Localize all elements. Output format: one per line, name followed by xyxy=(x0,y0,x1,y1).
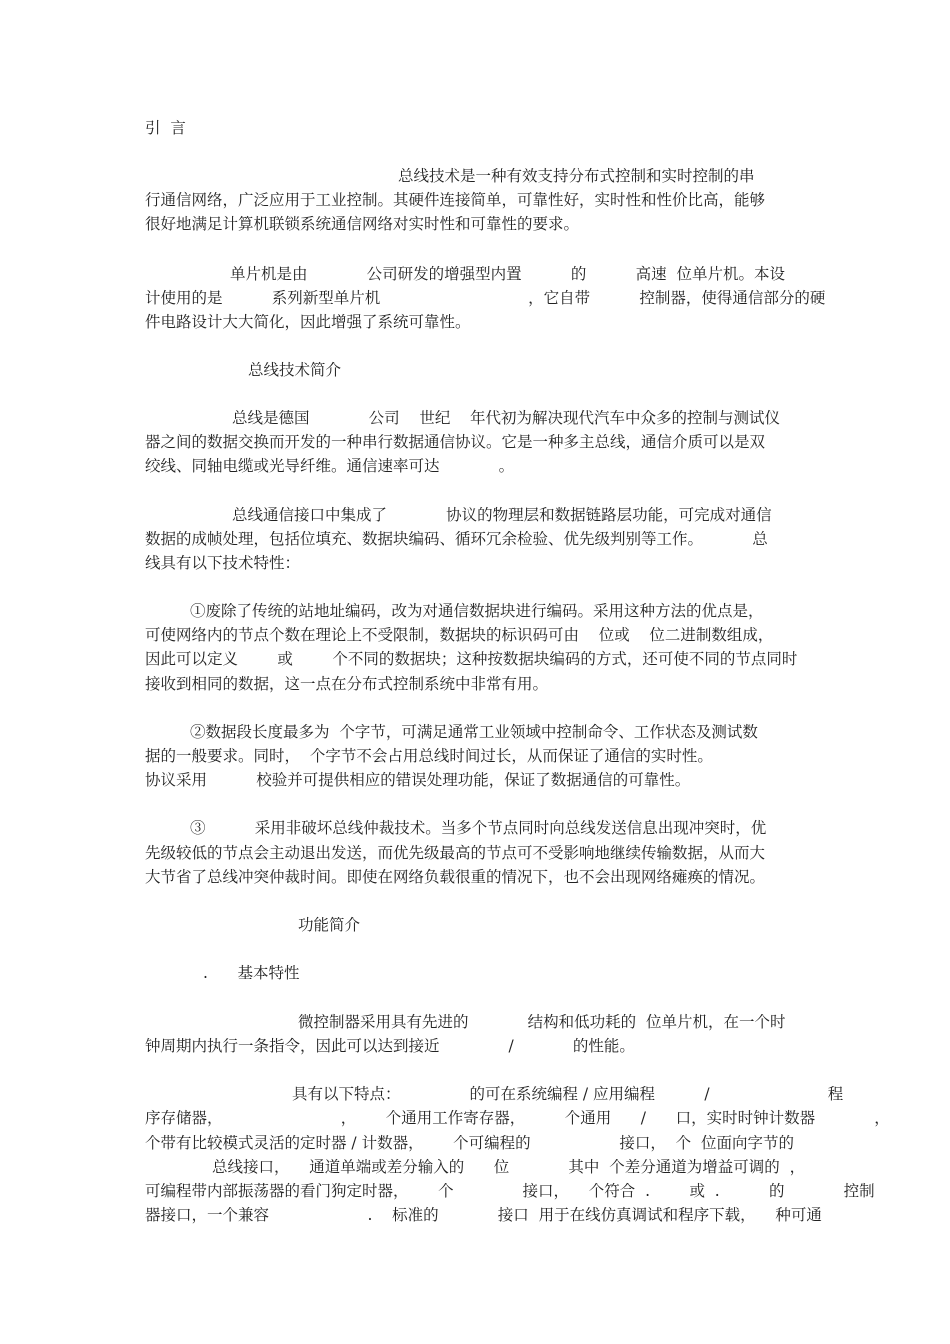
text-line: 可编程带内部振荡器的看门狗定时器， 个 接口， 个符合 . 或 . 的 控制 xyxy=(145,1182,875,1200)
text-line: 大节省了总线冲突仲裁时间。即使在网络负载很重的情况下，也不会出现网络瘫痪的情况。 xyxy=(145,868,766,886)
text-line: 总线技术是一种有效支持分布式控制和实时控制的串 xyxy=(398,167,755,185)
text-line: ③ 采用非破坏总线仲裁技术。当多个节点同时向总线发送信息出现冲突时，优 xyxy=(190,819,767,837)
text-line: 单片机是由 公司研发的增强型内置 的 高速 位单片机。本设 xyxy=(230,265,786,283)
text-line: 总线通信接口中集成了 协议的物理层和数据链路层功能，可完成对通信 xyxy=(232,506,772,524)
text-line: 接收到相同的数据，这一点在分布式控制系统中非常有用。 xyxy=(145,675,549,693)
section-heading: 总线技术简介 xyxy=(248,361,342,379)
text-line: 个带有比较模式灵活的定时器 / 计数器， 个可编程的 接口， 个 位面向字节的 xyxy=(145,1134,795,1152)
text-line: 线具有以下技术特性： xyxy=(145,554,301,572)
text-line: 微控制器采用具有先进的 结构和低功耗的 位单片机，在一个时 xyxy=(298,1013,786,1031)
text-line: 绞线、同轴电缆或光导纤维。通信速率可达 。 xyxy=(145,457,515,475)
text-line: 协议采用 校验并可提供相应的错误处理功能，保证了数据通信的可靠性。 xyxy=(145,771,691,789)
subsection-heading: . 基本特性 xyxy=(203,964,300,982)
text-line: 器之间的数据交换而开发的一种串行数据通信协议。它是一种多主总线，通信介质可以是双 xyxy=(145,433,766,451)
text-line: 先级较低的节点会主动退出发送，而优先级最高的节点可不受影响地继续传输数据，从而大 xyxy=(145,844,766,862)
text-line: 据的一般要求。同时， 个字节不会占用总线时间过长，从而保证了通信的实时性。 xyxy=(145,747,713,765)
text-line: 很好地满足计算机联锁系统通信网络对实时性和可靠性的要求。 xyxy=(145,215,580,233)
text-line: ①废除了传统的站地址编码，改为对通信数据块进行编码。采用这种方法的优点是， xyxy=(190,602,764,620)
text-line: 因此可以定义 或 个不同的数据块；这种按数据块编码的方式，还可使不同的节点同时 xyxy=(145,650,798,668)
section-heading: 功能简介 xyxy=(298,916,361,934)
heading-introduction: 引 言 xyxy=(145,119,186,137)
text-line: 数据的成帧处理，包括位填充、数据块编码、循环冗余检验、优先级判别等工作。 总 xyxy=(145,530,768,548)
text-line: 序存储器， ， 个通用工作寄存器， 个通用 / 口，实时时钟计数器 ， xyxy=(145,1109,890,1127)
text-line: 钟周期内执行一条指令，因此可以达到接近 / 的性能。 xyxy=(145,1037,635,1055)
text-line: ②数据段长度最多为 个字节，可满足通常工业领域中控制命令、工作状态及测试数 xyxy=(190,723,758,741)
text-line: 件电路设计大大简化，因此增强了系统可靠性。 xyxy=(145,313,471,331)
text-line: 器接口，一个兼容 . 标准的 接口 用于在线仿真调试和程序下载， 种可通 xyxy=(145,1206,822,1224)
text-line: 总线是德国 公司 世纪 年代初为解决现代汽车中众多的控制与测试仪 xyxy=(232,409,781,427)
text-line: 可使网络内的节点个数在理论上不受限制，数据块的标识码可由 位或 位二进制数组成， xyxy=(145,626,774,644)
text-line: 总线接口， 通道单端或差分输入的 位 其中 个差分通道为增益可调的 ， xyxy=(212,1158,806,1176)
text-line: 具有以下特点： 的可在系统编程 / 应用编程 / 程 xyxy=(292,1085,844,1103)
text-line: 行通信网络，广泛应用于工业控制。其硬件连接简单，可靠性好，实时性和性价比高，能够 xyxy=(145,191,766,209)
text-line: 计使用的是 系列新型单片机 ，它自带 控制器，使得通信部分的硬 xyxy=(145,289,826,307)
